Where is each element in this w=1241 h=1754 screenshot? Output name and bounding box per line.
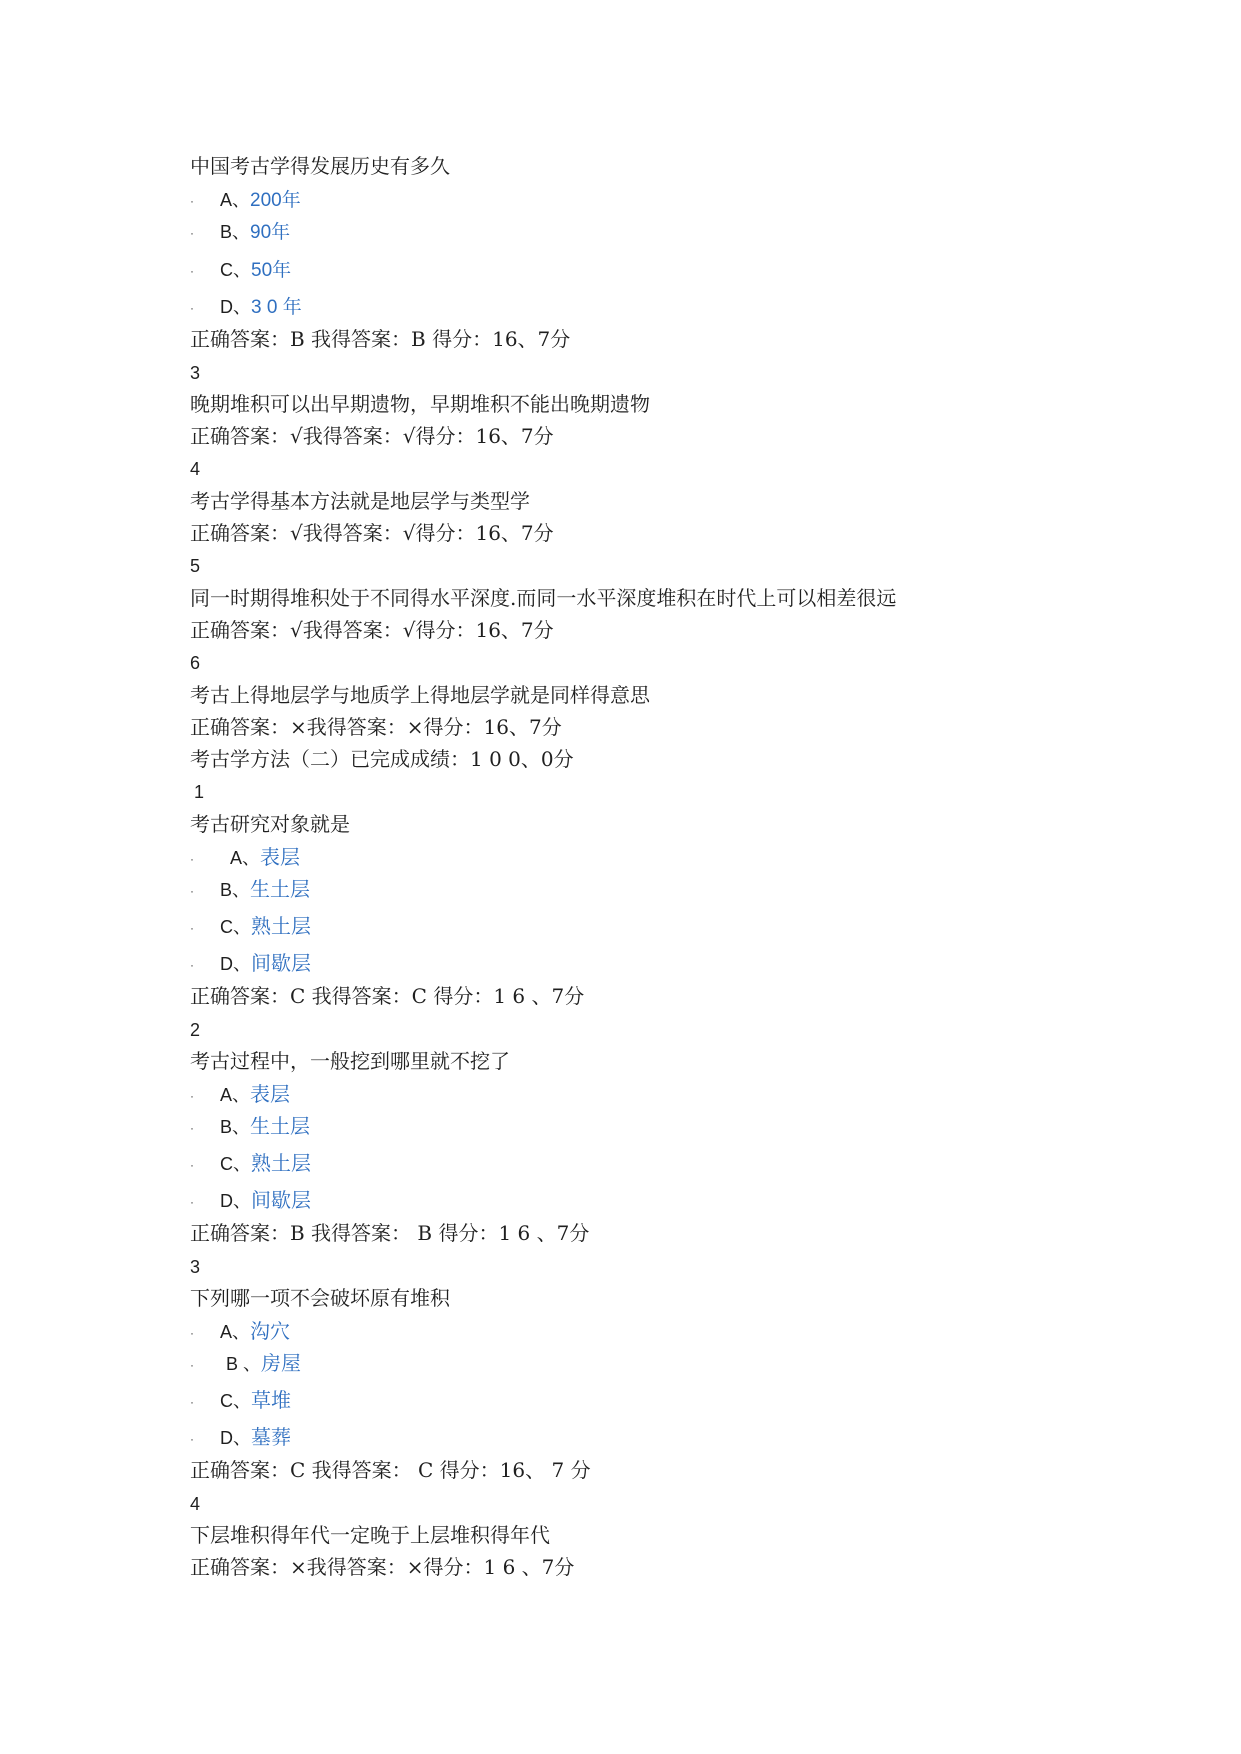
text-line: 正确答案：C 我得答案： C 得分：16、 7 分 bbox=[190, 1458, 591, 1482]
bullet-icon: · bbox=[190, 1357, 194, 1372]
option-letter: B、 bbox=[220, 1117, 251, 1137]
option-text: 草堆 bbox=[251, 1388, 291, 1412]
bullet-icon: · bbox=[190, 300, 194, 315]
option-text: 200年 bbox=[250, 190, 301, 211]
option-letter: A、 bbox=[230, 848, 261, 868]
question-number: 2 bbox=[190, 1020, 201, 1040]
text-line: 中国考古学得发展历史有多久 bbox=[190, 154, 450, 178]
text-line: 晚期堆积可以出早期遗物，早期堆积不能出晚期遗物 bbox=[190, 392, 650, 416]
option-letter: B 、 bbox=[226, 1354, 262, 1374]
option-letter: C、 bbox=[220, 1154, 251, 1174]
option-letter: A、 bbox=[220, 1322, 251, 1342]
option-letter: D、 bbox=[220, 1191, 251, 1211]
answer-option bbox=[190, 843, 300, 873]
bullet-icon: · bbox=[190, 1157, 194, 1172]
option-text: 表层 bbox=[250, 1082, 291, 1106]
answer-option bbox=[190, 1112, 310, 1142]
question-number: 3 bbox=[190, 1257, 201, 1277]
option-letter: A、 bbox=[220, 1085, 251, 1105]
text-line: 正确答案：×我得答案：×得分：16、7分 bbox=[190, 715, 562, 739]
text-line: 同一时期得堆积处于不同得水平深度.而同一水平深度堆积在时代上可以相差很远 bbox=[190, 586, 897, 610]
option-text: 50年 bbox=[251, 260, 292, 281]
option-text: 熟土层 bbox=[251, 914, 311, 938]
option-letter: B、 bbox=[220, 880, 251, 900]
option-letter: C、 bbox=[220, 1391, 251, 1411]
option-text: 间歇层 bbox=[251, 1188, 311, 1212]
text-line: 正确答案：B 我得答案： B 得分：1 6 、7分 bbox=[190, 1221, 590, 1245]
option-text: 表层 bbox=[260, 845, 301, 869]
option-letter: D、 bbox=[220, 954, 251, 974]
answer-option bbox=[190, 1149, 311, 1179]
text-line: 考古研究对象就是 bbox=[190, 812, 350, 836]
option-letter: C、 bbox=[220, 260, 251, 280]
answer-option bbox=[190, 1186, 311, 1216]
option-letter: A、 bbox=[220, 190, 251, 210]
option-text: 生土层 bbox=[250, 1114, 311, 1138]
text-line: 下层堆积得年代一定晚于上层堆积得年代 bbox=[190, 1523, 550, 1547]
answer-option bbox=[190, 217, 290, 247]
bullet-icon: · bbox=[190, 263, 194, 278]
text-line: 考古学得基本方法就是地层学与类型学 bbox=[190, 489, 530, 513]
text-line: 正确答案：√我得答案：√得分：16、7分 bbox=[190, 521, 554, 545]
text-line: 正确答案：×我得答案：×得分：1 6 、7分 bbox=[190, 1555, 575, 1579]
question-number: 1 bbox=[194, 782, 205, 802]
bullet-icon: · bbox=[190, 193, 194, 208]
answer-option bbox=[190, 1386, 291, 1416]
text-line: 下列哪一项不会破坏原有堆积 bbox=[190, 1286, 450, 1310]
bullet-icon: · bbox=[190, 225, 194, 240]
answer-option bbox=[190, 949, 311, 979]
option-text: 房屋 bbox=[261, 1351, 302, 1375]
question-number: 3 bbox=[190, 363, 201, 383]
option-letter: D、 bbox=[220, 297, 251, 317]
text-line: 正确答案：B 我得答案：B 得分：16、7分 bbox=[190, 327, 571, 351]
text-line: 正确答案：C 我得答案：C 得分：1 6 、7分 bbox=[190, 984, 585, 1008]
text-line: 考古学方法（二）已完成成绩：1 0 0、0分 bbox=[190, 747, 574, 771]
answer-option bbox=[190, 875, 310, 905]
bullet-icon: · bbox=[190, 1088, 194, 1103]
bullet-icon: · bbox=[190, 1431, 194, 1446]
option-letter: B、 bbox=[220, 222, 251, 242]
option-text: 90年 bbox=[250, 222, 291, 243]
option-text: 3 0 年 bbox=[251, 297, 302, 318]
option-text: 墓葬 bbox=[251, 1425, 291, 1449]
question-number: 6 bbox=[190, 653, 201, 673]
option-letter: C、 bbox=[220, 917, 251, 937]
answer-option bbox=[190, 1080, 290, 1110]
bullet-icon: · bbox=[190, 1325, 194, 1340]
text-line: 正确答案：√我得答案：√得分：16、7分 bbox=[190, 424, 554, 448]
text-line: 正确答案：√我得答案：√得分：16、7分 bbox=[190, 618, 554, 642]
option-text: 生土层 bbox=[250, 877, 311, 901]
bullet-icon: · bbox=[190, 883, 194, 898]
answer-option bbox=[190, 255, 291, 285]
option-text: 熟土层 bbox=[251, 1151, 311, 1175]
answer-option bbox=[190, 185, 301, 215]
option-text: 沟穴 bbox=[250, 1319, 291, 1343]
bullet-icon: · bbox=[190, 920, 194, 935]
question-number: 4 bbox=[190, 1494, 201, 1514]
option-text: 间歇层 bbox=[251, 951, 311, 975]
text-line: 考古上得地层学与地质学上得地层学就是同样得意思 bbox=[190, 683, 650, 707]
option-letter: D、 bbox=[220, 1428, 251, 1448]
text-line: 考古过程中，一般挖到哪里就不挖了 bbox=[190, 1049, 510, 1073]
answer-option bbox=[190, 1317, 290, 1347]
question-number: 5 bbox=[190, 556, 201, 576]
bullet-icon: · bbox=[190, 957, 194, 972]
answer-option bbox=[190, 1349, 301, 1379]
bullet-icon: · bbox=[190, 851, 194, 866]
bullet-icon: · bbox=[190, 1394, 194, 1409]
answer-option bbox=[190, 912, 311, 942]
bullet-icon: · bbox=[190, 1194, 194, 1209]
bullet-icon: · bbox=[190, 1120, 194, 1135]
answer-option bbox=[190, 292, 302, 322]
answer-option bbox=[190, 1423, 291, 1453]
question-number: 4 bbox=[190, 459, 201, 479]
